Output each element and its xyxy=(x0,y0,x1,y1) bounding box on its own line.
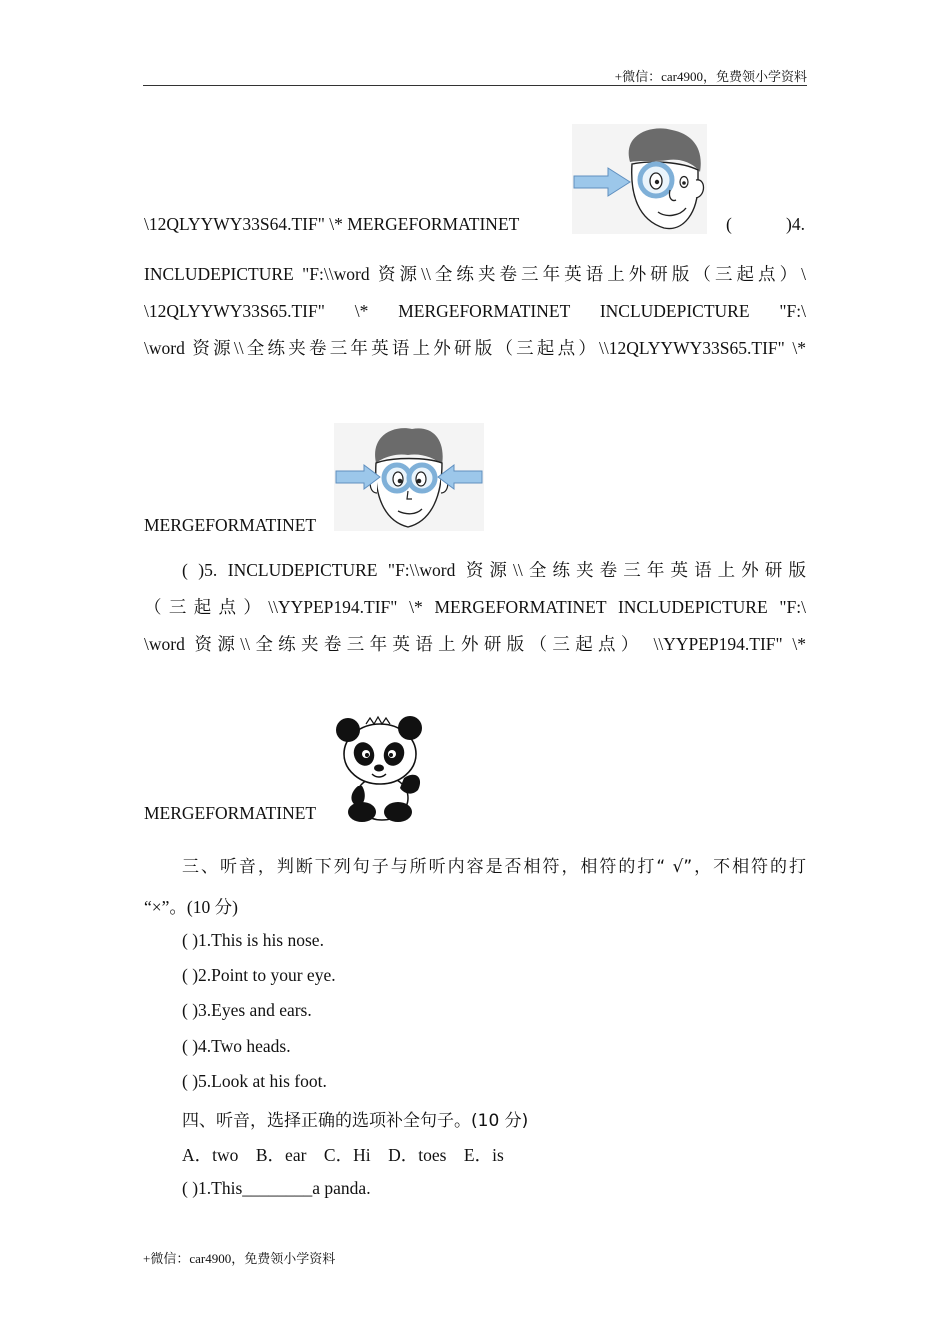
q5-line-3: \word 资源\\全练夹卷三年英语上外研版（三起点） \\YYPEP194.TIF" \* xyxy=(144,634,806,654)
section3-item: ( )3.Eyes and ears. xyxy=(182,1000,312,1020)
q4-line-2: \12QLYYWY33S65.TIF" \* MERGEFORMATINET INCLUDEPICTURE "F:\ xyxy=(144,301,806,321)
q4-paren-open: ( xyxy=(726,214,732,234)
q4-merge-line: MERGEFORMATINET xyxy=(144,515,317,535)
q5-line-1: ( )5. INCLUDEPICTURE "F:\\word 资源\\全练夹卷三年英语上外研版 xyxy=(182,560,806,580)
panda-image xyxy=(332,714,428,824)
header-rule xyxy=(143,85,807,86)
section4-title-text: 四、听音，选择正确的选项补全句子。(10 分) xyxy=(182,1111,529,1131)
q4-prefix-line: \12QLYYWY33S64.TIF" \* MERGEFORMATINET xyxy=(144,214,520,234)
section3-item: ( )2.Point to your eye. xyxy=(182,965,336,985)
boy-magnifier-eye-image xyxy=(572,124,707,234)
q4-line-3: \word 资源\\全练夹卷三年英语上外研版（三起点）\\12QLYYWY33S65.TIF" \* xyxy=(144,338,806,358)
section3-item: ( )1.This is his nose. xyxy=(182,930,324,950)
section4-options: A．two B．ear C．Hi D．toes E．is xyxy=(182,1145,504,1165)
q4-line-1: INCLUDEPICTURE "F:\\word 资源\\全练夹卷三年英语上外研版（三起点）\ xyxy=(144,264,806,284)
section3-title-line-1: 三、听音，判断下列句子与所听内容是否相符，相符的打“ √”，不相符的打 xyxy=(182,857,806,877)
boy-binoculars-eyes-image xyxy=(334,423,484,531)
q5-line-2: （三起点）\\YYPEP194.TIF" \* MERGEFORMATINET INCLUDEPICTURE "F:\ xyxy=(144,597,806,617)
section3-item: ( )5.Look at his foot. xyxy=(182,1071,327,1091)
section4-title xyxy=(182,1106,528,1131)
section3-item: ( )4.Two heads. xyxy=(182,1036,291,1056)
section4-item: ( )1.This________a panda. xyxy=(182,1178,371,1198)
page-header: +微信：car4900，免费领小学资料 xyxy=(614,69,807,84)
section3-title-line-2: “×”。(10 分) xyxy=(144,897,238,917)
page-footer: +微信：car4900，免费领小学资料 xyxy=(143,1251,336,1266)
q5-merge-line: MERGEFORMATINET xyxy=(144,803,317,823)
q4-number: )4. xyxy=(786,214,805,234)
